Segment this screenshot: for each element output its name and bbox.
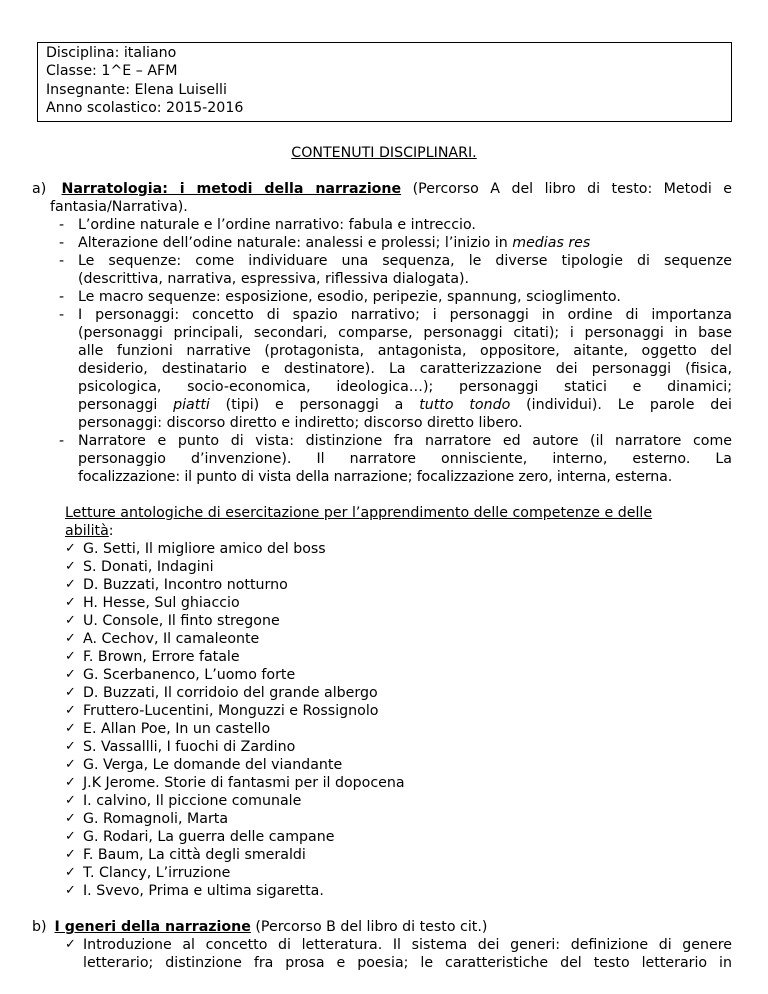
reading-title: S. Vassallli, I fuochi di Zardino	[83, 739, 296, 755]
section-a-intro-text: (Percorso A del libro di testo: Metodi e	[401, 181, 733, 197]
reading-title: F. Brown, Errore fatale	[83, 649, 240, 665]
check-icon: ✓	[65, 883, 76, 898]
section-a-intro	[32, 180, 732, 198]
reading-title: G. Verga, Le domande del viandante	[83, 757, 343, 773]
check-icon: ✓	[65, 613, 76, 628]
check-icon: ✓	[65, 703, 76, 718]
reading-item	[65, 612, 732, 630]
reading-item	[65, 720, 732, 738]
section-a-heading: Narratologia: i metodi della narrazione	[61, 181, 402, 197]
class-line: Classe: 1^E – AFM	[46, 63, 178, 80]
list-item: - Narratore e punto di vista: distinzione fra narratore ed autore (il narratore come personaggio d’invenzione). Il narratore onnisciente, interno, esterno. La focalizzazione: il punto di vista della narrazione; focalizzazione zero, interna, esterna.	[59, 433, 732, 485]
reading-title: I. Svevo, Prima e ultima sigaretta.	[83, 883, 324, 899]
reading-item	[65, 792, 732, 810]
check-icon: ✓	[65, 595, 76, 610]
reading-title: I. calvino, Il piccione comunale	[83, 793, 302, 809]
reading-title: E. Allan Poe, In un castello	[83, 721, 271, 737]
check-icon: ✓	[65, 865, 76, 880]
reading-title: D. Buzzati, Incontro notturno	[83, 577, 288, 593]
page-title: CONTENUTI DISCIPLINARI.	[291, 145, 477, 161]
teacher-line: Insegnante: Elena Luiselli	[46, 81, 227, 98]
reading-item	[65, 774, 732, 792]
reading-item	[65, 594, 732, 612]
reading-item	[65, 882, 732, 900]
check-icon: ✓	[65, 721, 76, 736]
reading-item	[65, 756, 732, 774]
list-item: - L’ordine naturale e l’ordine narrativo: fabula e intreccio.	[59, 217, 476, 233]
section-a-label: a)	[32, 181, 47, 197]
reading-title: G. Romagnoli, Marta	[83, 811, 229, 827]
check-icon: ✓	[65, 685, 76, 700]
check-icon: ✓	[65, 559, 76, 574]
list-item: - Le sequenze: come individuare una sequenza, le diverse tipologie di sequenze (descrittiva, narrativa, espressiva, riflessiva dialogata).	[59, 253, 732, 287]
check-icon: ✓	[65, 739, 76, 754]
check-icon: ✓	[65, 541, 76, 556]
reading-item	[65, 828, 732, 846]
reading-title: Fruttero-Lucentini, Monguzzi e Rossignolo	[83, 703, 379, 719]
reading-title: T. Clancy, L’irruzione	[83, 865, 231, 881]
list-item: - Le macro sequenze: esposizione, esodio, peripezie, spannung, scioglimento.	[59, 289, 621, 305]
list-item: - I personaggi: concetto di spazio narrativo; i personaggi in ordine di importanza (personaggi principali, secondari, comparse, personaggi citati); i personaggi in base alle funzioni narrative (protagonista, antagonista, oppositore, aitante, oggetto del desiderio, destinatario e destinatore). La caratterizzazione dei personaggi (fisica, psicologica, socio-economica, ideologica…); personaggi statici e dinamici; personaggi piatti (tipi) e personaggi a tutto tondo (individui). Le parole dei personaggi: discorso diretto e indiretto; discorso diretto libero.	[59, 307, 732, 431]
section-a-intro-line2: fantasia/Narrativa).	[50, 199, 188, 215]
check-icon: ✓	[65, 577, 76, 592]
check-icon: ✓	[65, 757, 76, 772]
reading-title: U. Console, Il finto stregone	[83, 613, 280, 629]
section-b-intro	[32, 918, 732, 936]
reading-item	[65, 684, 732, 702]
reading-item	[65, 558, 732, 576]
check-icon: ✓	[65, 829, 76, 844]
reading-item	[65, 738, 732, 756]
check-icon: ✓	[65, 667, 76, 682]
school-year-line: Anno scolastico: 2015-2016	[46, 100, 244, 117]
subject-line: Disciplina: italiano	[46, 45, 177, 61]
reading-title: F. Baum, La città degli smeraldi	[83, 847, 306, 863]
reading-item	[65, 630, 732, 648]
reading-item	[65, 648, 732, 666]
check-icon: ✓	[65, 793, 76, 808]
section-b-label: b)	[32, 919, 47, 935]
check-icon: ✓	[65, 847, 76, 862]
reading-title: S. Donati, Indagini	[83, 559, 214, 575]
check-icon: ✓	[65, 811, 76, 826]
reading-item	[65, 540, 732, 558]
check-icon: ✓	[65, 937, 76, 952]
section-b-heading: I generi della narrazione	[54, 919, 251, 935]
reading-title: G. Scerbanenco, L’uomo forte	[83, 667, 296, 683]
section-b-intro-text: (Percorso B del libro di testo cit.)	[250, 919, 488, 935]
reading-item	[65, 846, 732, 864]
reading-item	[65, 702, 732, 720]
course-info-box	[37, 42, 732, 122]
check-icon: ✓	[65, 775, 76, 790]
reading-title: J.K Jerome. Storie di fantasmi per il dopocena	[83, 775, 405, 791]
check-icon: ✓	[65, 631, 76, 646]
readings-list	[32, 540, 732, 900]
reading-item	[65, 864, 732, 882]
reading-title: G. Setti, Il migliore amico del boss	[83, 541, 326, 557]
list-item: - Alterazione dell’odine naturale: analessi e prolessi; l’inizio in medias res	[59, 235, 591, 251]
section-a	[32, 180, 732, 972]
reading-title: A. Cechov, Il camaleonte	[83, 631, 260, 647]
reading-title: G. Rodari, La guerra delle campane	[83, 829, 335, 845]
reading-title: D. Buzzati, Il corridoio del grande albergo	[83, 685, 378, 701]
reading-item	[65, 666, 732, 684]
reading-item	[65, 810, 732, 828]
reading-title: H. Hesse, Sul ghiaccio	[83, 595, 240, 611]
list-item: ✓ Introduzione al concetto di letteratura. Il sistema dei generi: definizione di genere letterario; distinzione fra prosa e poesia; le caratteristiche del testo letterario in	[65, 937, 732, 971]
readings-heading: Letture antologiche di esercitazione per l’apprendimento delle competenze e delle abilità:	[65, 505, 653, 539]
reading-item	[65, 576, 732, 594]
check-icon: ✓	[65, 649, 76, 664]
